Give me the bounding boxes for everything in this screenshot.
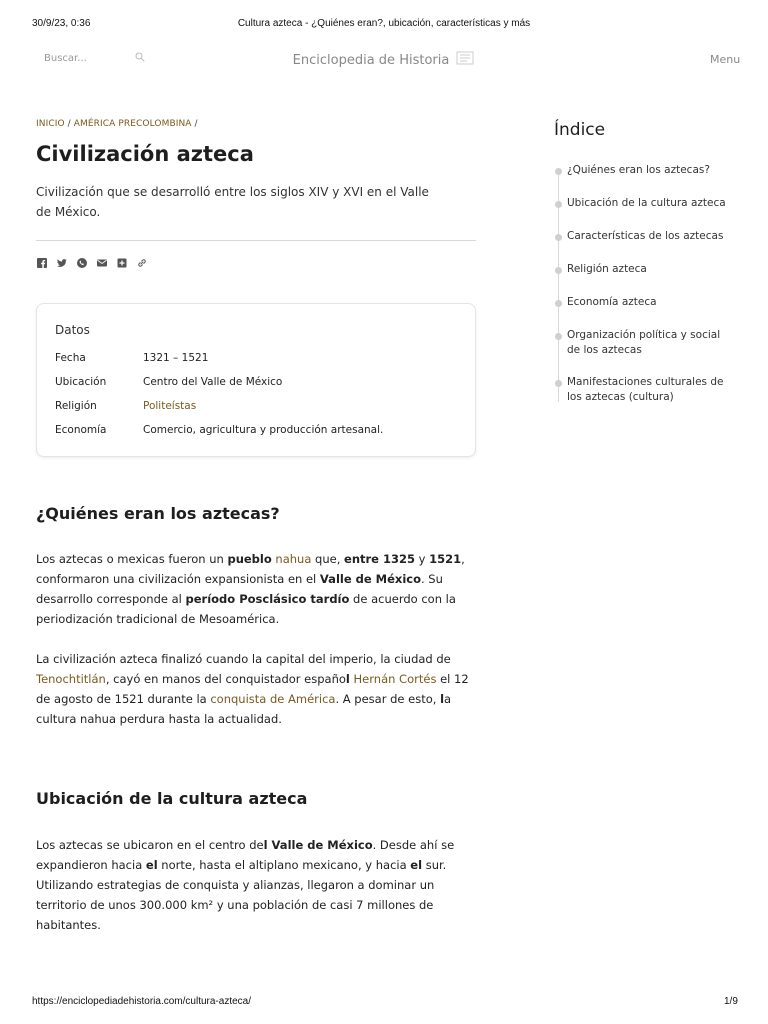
- email-icon[interactable]: [96, 256, 108, 268]
- breadcrumb-section[interactable]: AMÉRICA PRECOLOMBINA: [73, 119, 192, 129]
- section-paragraph: Los aztecas se ubicaron en el centro del Valle de México. Desde ahí se expandieron hacia el norte, hasta el altiplano mexicano, y hacia el sur. Utilizando estrategias de conquista y alianzas, llegaron a dominar un territorio de unos 300.000 km² y una población de casi 7 millones de habitantes.: [36, 838, 455, 932]
- page-title: Civilización azteca: [36, 142, 254, 166]
- print-page-title: Cultura azteca - ¿Quiénes eran?, ubicación, características y más: [237, 18, 531, 29]
- breadcrumb: [36, 119, 198, 129]
- facts-key: Economía: [55, 424, 107, 436]
- facts-value: 1321 – 1521: [143, 352, 209, 364]
- toc-item-label[interactable]: ¿Quiénes eran los aztecas?: [567, 164, 710, 176]
- facts-key: Fecha: [55, 352, 86, 364]
- inline-link[interactable]: nahua: [275, 552, 312, 566]
- toc-title: Índice: [554, 120, 606, 140]
- toc-bullet: [555, 234, 562, 241]
- title-divider: [36, 240, 476, 241]
- toc-item-label[interactable]: Religión azteca: [567, 263, 647, 275]
- inline-link[interactable]: Hernán Cortés: [353, 672, 437, 686]
- twitter-icon[interactable]: [56, 256, 68, 268]
- breadcrumb-separator: /: [194, 119, 198, 129]
- inline-link[interactable]: Tenochtitlán: [36, 672, 106, 686]
- facebook-icon[interactable]: [36, 256, 48, 268]
- print-datetime: 30/9/23, 0:36: [32, 18, 91, 29]
- bookmark-icon[interactable]: [116, 256, 128, 268]
- toc-item-label[interactable]: Economía azteca: [567, 296, 657, 308]
- share-bar: [36, 256, 148, 270]
- facts-key: Ubicación: [55, 376, 107, 388]
- link-icon[interactable]: [136, 256, 148, 268]
- toc-item-label[interactable]: Ubicación de la cultura azteca: [567, 197, 726, 209]
- toc-bullet: [555, 333, 562, 340]
- inline-link[interactable]: conquista de América: [210, 692, 336, 706]
- section-heading: Ubicación de la cultura azteca: [36, 789, 308, 808]
- toc-bullet: [555, 201, 562, 208]
- section-paragraph: La civilización azteca finalizó cuando la capital del imperio, la ciudad de Tenochtitlán, cayó en manos del conquistador español Hernán Cortés el 12 de agosto de 1521 durante la conquista de América. A pesar de esto, la cultura nahua perdura hasta la actualidad.: [36, 652, 469, 726]
- facts-card-title: Datos: [55, 323, 90, 337]
- print-page-number: 1/9: [724, 996, 738, 1007]
- section-heading: ¿Quiénes eran los aztecas?: [36, 504, 280, 523]
- toc-bullet: [555, 300, 562, 307]
- facts-value: Comercio, agricultura y producción artesanal.: [143, 424, 384, 436]
- site-header: [0, 40, 768, 80]
- brand-logo-icon: [455, 51, 475, 67]
- facts-key: Religión: [55, 400, 97, 412]
- facts-value: Centro del Valle de México: [143, 376, 283, 388]
- page-subtitle: Civilización que se desarrolló entre los siglos XIV y XVI en el Valle de México.: [36, 185, 429, 219]
- print-url: https://enciclopediadehistoria.com/cultura-azteca/: [32, 996, 252, 1007]
- toc-item-label[interactable]: Características de los aztecas: [567, 230, 724, 242]
- brand-name: Enciclopedia de Historia: [292, 53, 450, 68]
- breadcrumb-home[interactable]: INICIO: [36, 119, 65, 129]
- facts-card: [36, 303, 476, 457]
- search-input[interactable]: Buscar...: [44, 53, 87, 64]
- toc-bullet: [555, 168, 562, 175]
- site-brand[interactable]: [0, 51, 768, 68]
- toc-item-label[interactable]: Manifestaciones culturales de los aztecas (cultura): [567, 376, 724, 403]
- section-paragraph: Los aztecas o mexicas fueron un pueblo nahua que, entre 1325 y 1521, conformaron una civilización expansionista en el Valle de México. Su desarrollo corresponde al período Posclásico tardío de acuerdo con la periodización tradicional de Mesoamérica.: [36, 552, 465, 626]
- menu-button[interactable]: Menu: [710, 53, 740, 66]
- toc-bullet: [555, 380, 562, 387]
- toc-item-label[interactable]: Organización política y social de los aztecas: [567, 329, 721, 356]
- facts-value-link[interactable]: Politeístas: [143, 400, 197, 412]
- whatsapp-icon[interactable]: [76, 256, 88, 268]
- toc-bullet: [555, 267, 562, 274]
- breadcrumb-separator: /: [67, 119, 71, 129]
